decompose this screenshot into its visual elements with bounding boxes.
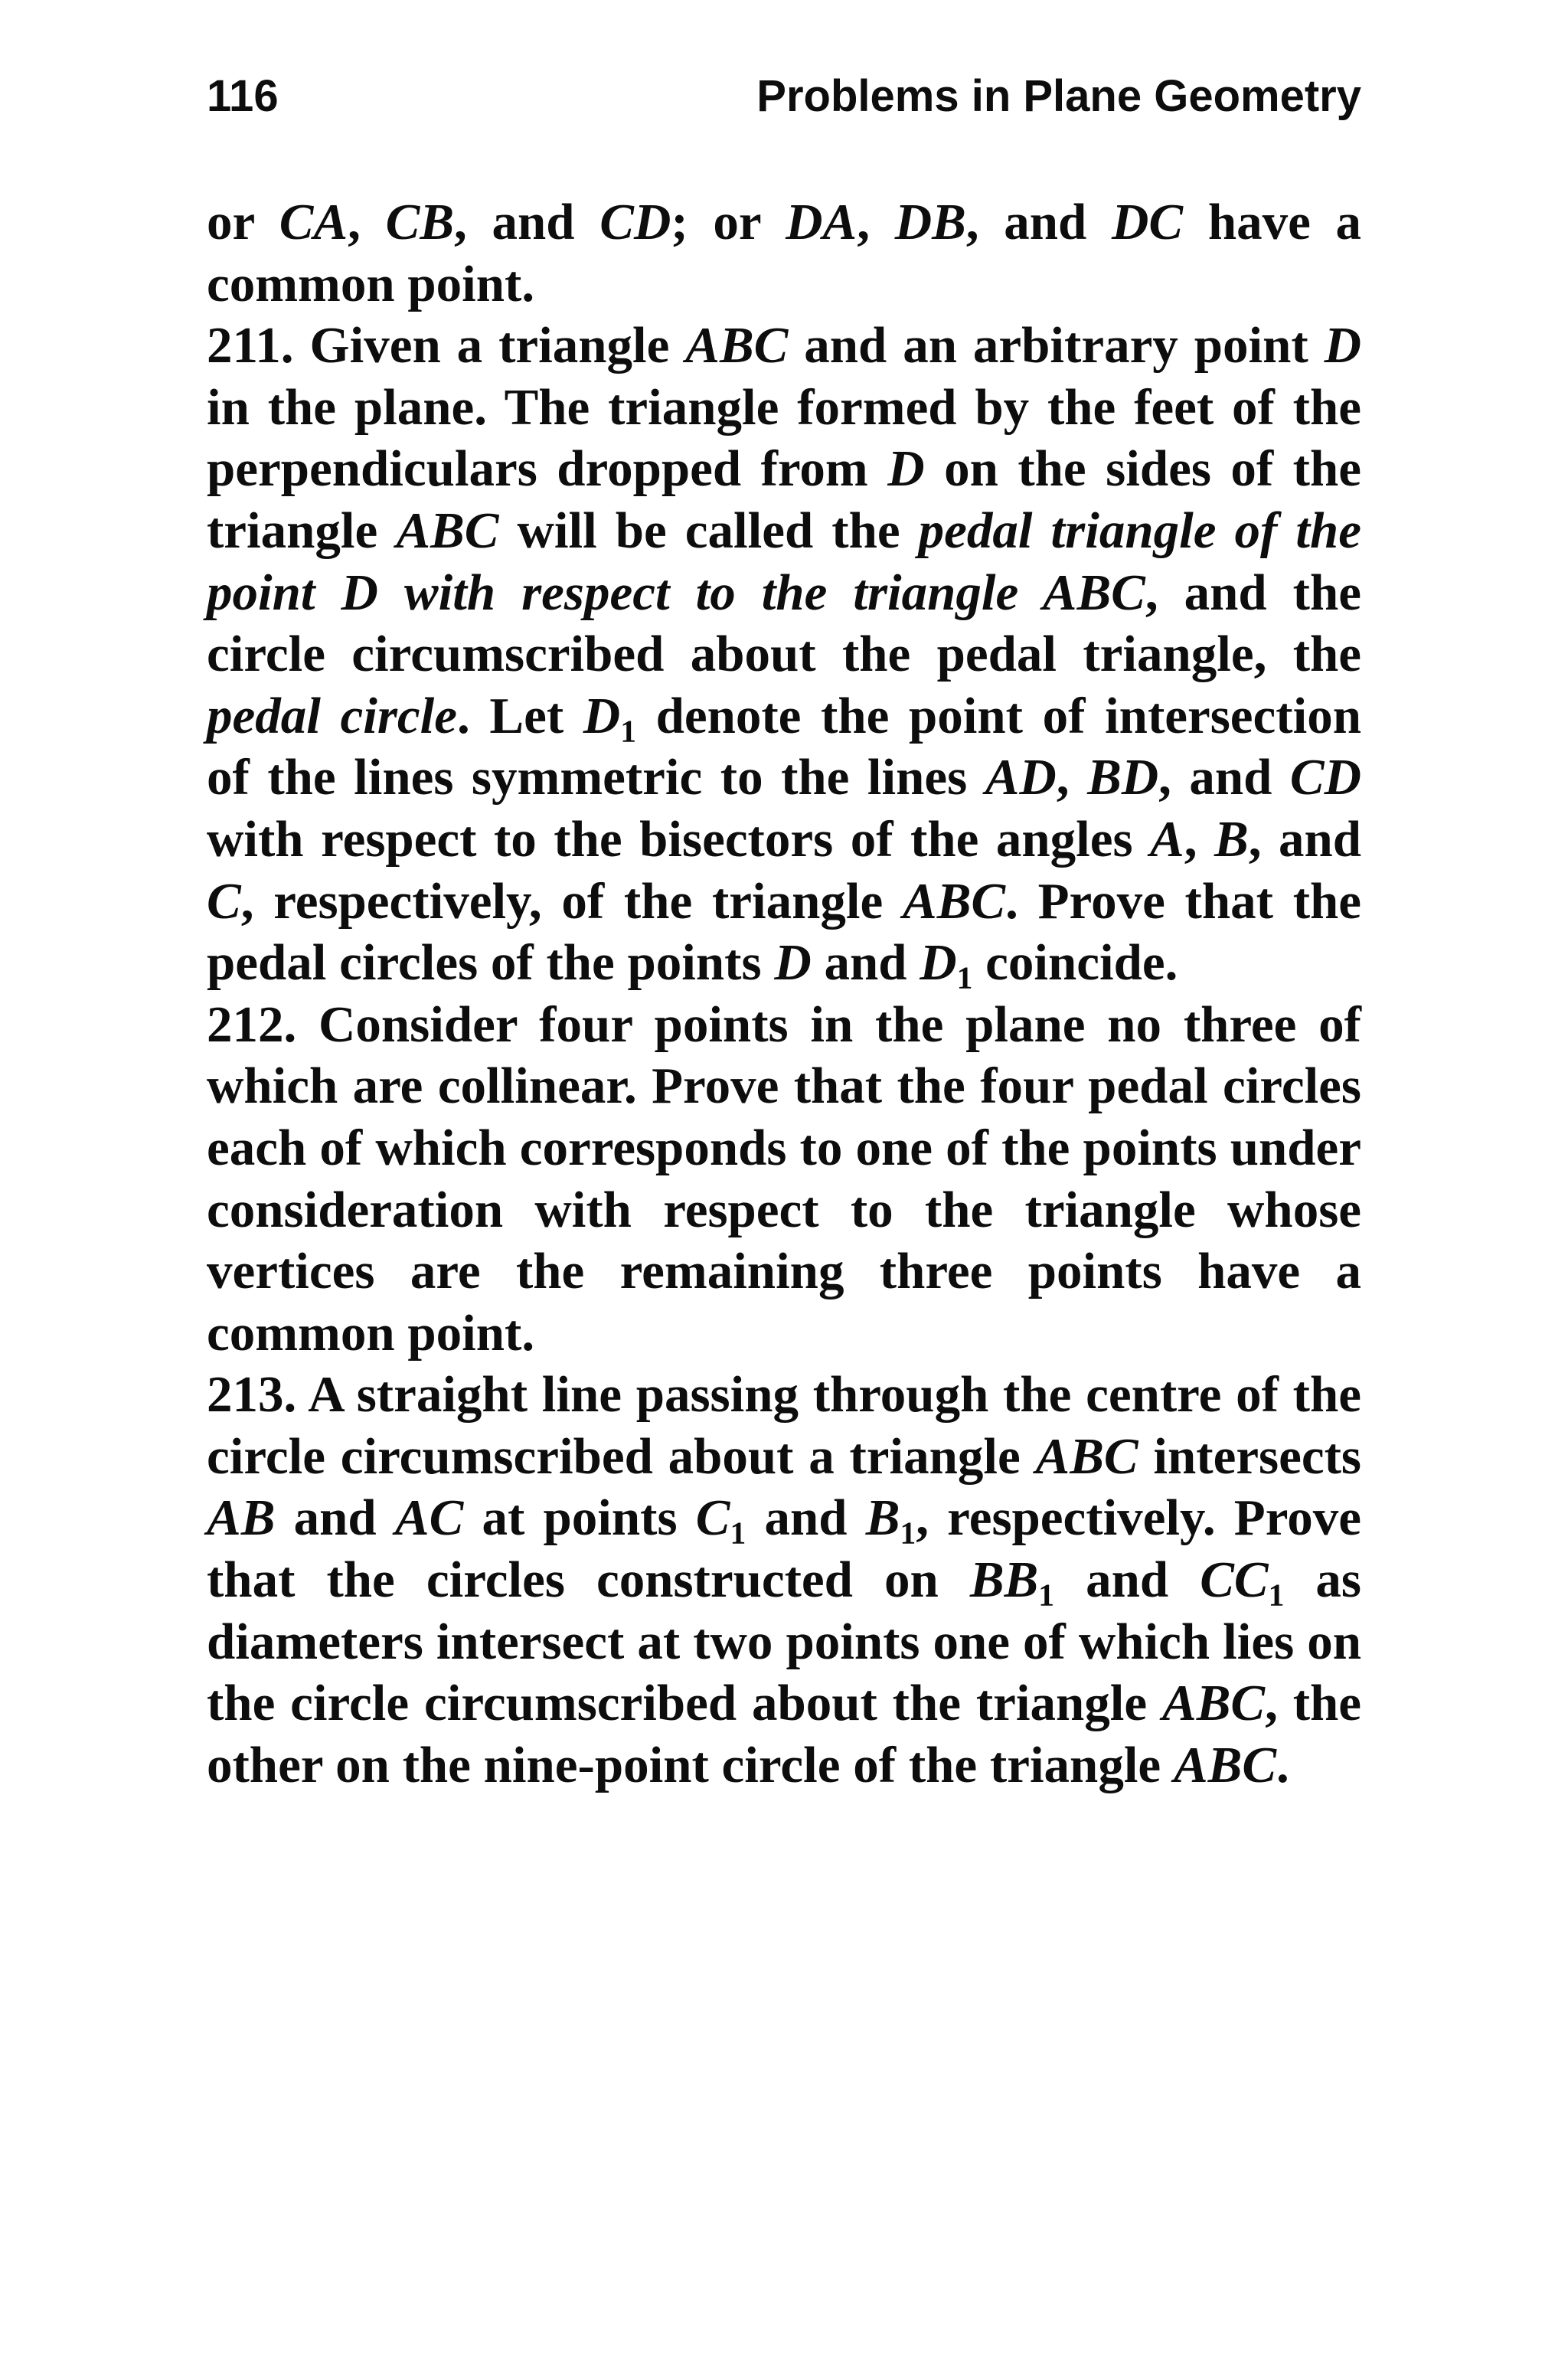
problem-number: 212.: [207, 995, 297, 1053]
page-body: [207, 191, 1361, 1796]
page-header: [207, 70, 1361, 139]
paragraph-continuation: or CA, CB, and CD; or DA, DB, and DC have a common point.: [207, 194, 1362, 312]
problem-211: 211. Given a triangle ABC and an arbitrary point D in the plane. The triangle formed by the feet of the perpendiculars dropped from D on the sides of the triangle ABC will be called the pedal triangle of the point D with respect to the triangle ABC, and the circle circumscribed about the pedal triangle, the pedal circle. Let $D_1$ denote the point of intersection of the lines symmetric to the lines AD, BD, and CD with respect to the bisectors of the angles A, B, and C, respectively, of the triangle ABC. Prove that the pedal circles of the points D and $D_1$ coincide.: [207, 317, 1362, 995]
problem-number: 213.: [207, 1366, 297, 1424]
running-head: Problems in Plane Geometry: [756, 71, 1361, 121]
defined-term: pedal circle: [207, 687, 458, 744]
problem-number: 211.: [207, 317, 294, 374]
defined-term: pedal triangle of the point D with respect to the triangle ABC: [207, 502, 1361, 621]
page-number: 116: [207, 71, 279, 121]
problem-213: 213. A straight line passing through the centre of the circle circumscribed about a triangle ABC intersects AB and AC at points $C_1$ and $B_1$, respectively. Prove that the circles constructed on $BB_1$ and $CC_1$ as diameters intersect at two points one of which lies on the circle circumscribed about the triangle ABC, the other on the nine-point circle of the triangle ABC.: [207, 1366, 1362, 1793]
problem-212: 212. Consider four points in the plane no three of which are collinear. Prove that the four pedal circles each of which corresponds to one of the points under consideration with respect to the triangle whose vertices are the remaining three points have a common point.: [207, 995, 1361, 1362]
